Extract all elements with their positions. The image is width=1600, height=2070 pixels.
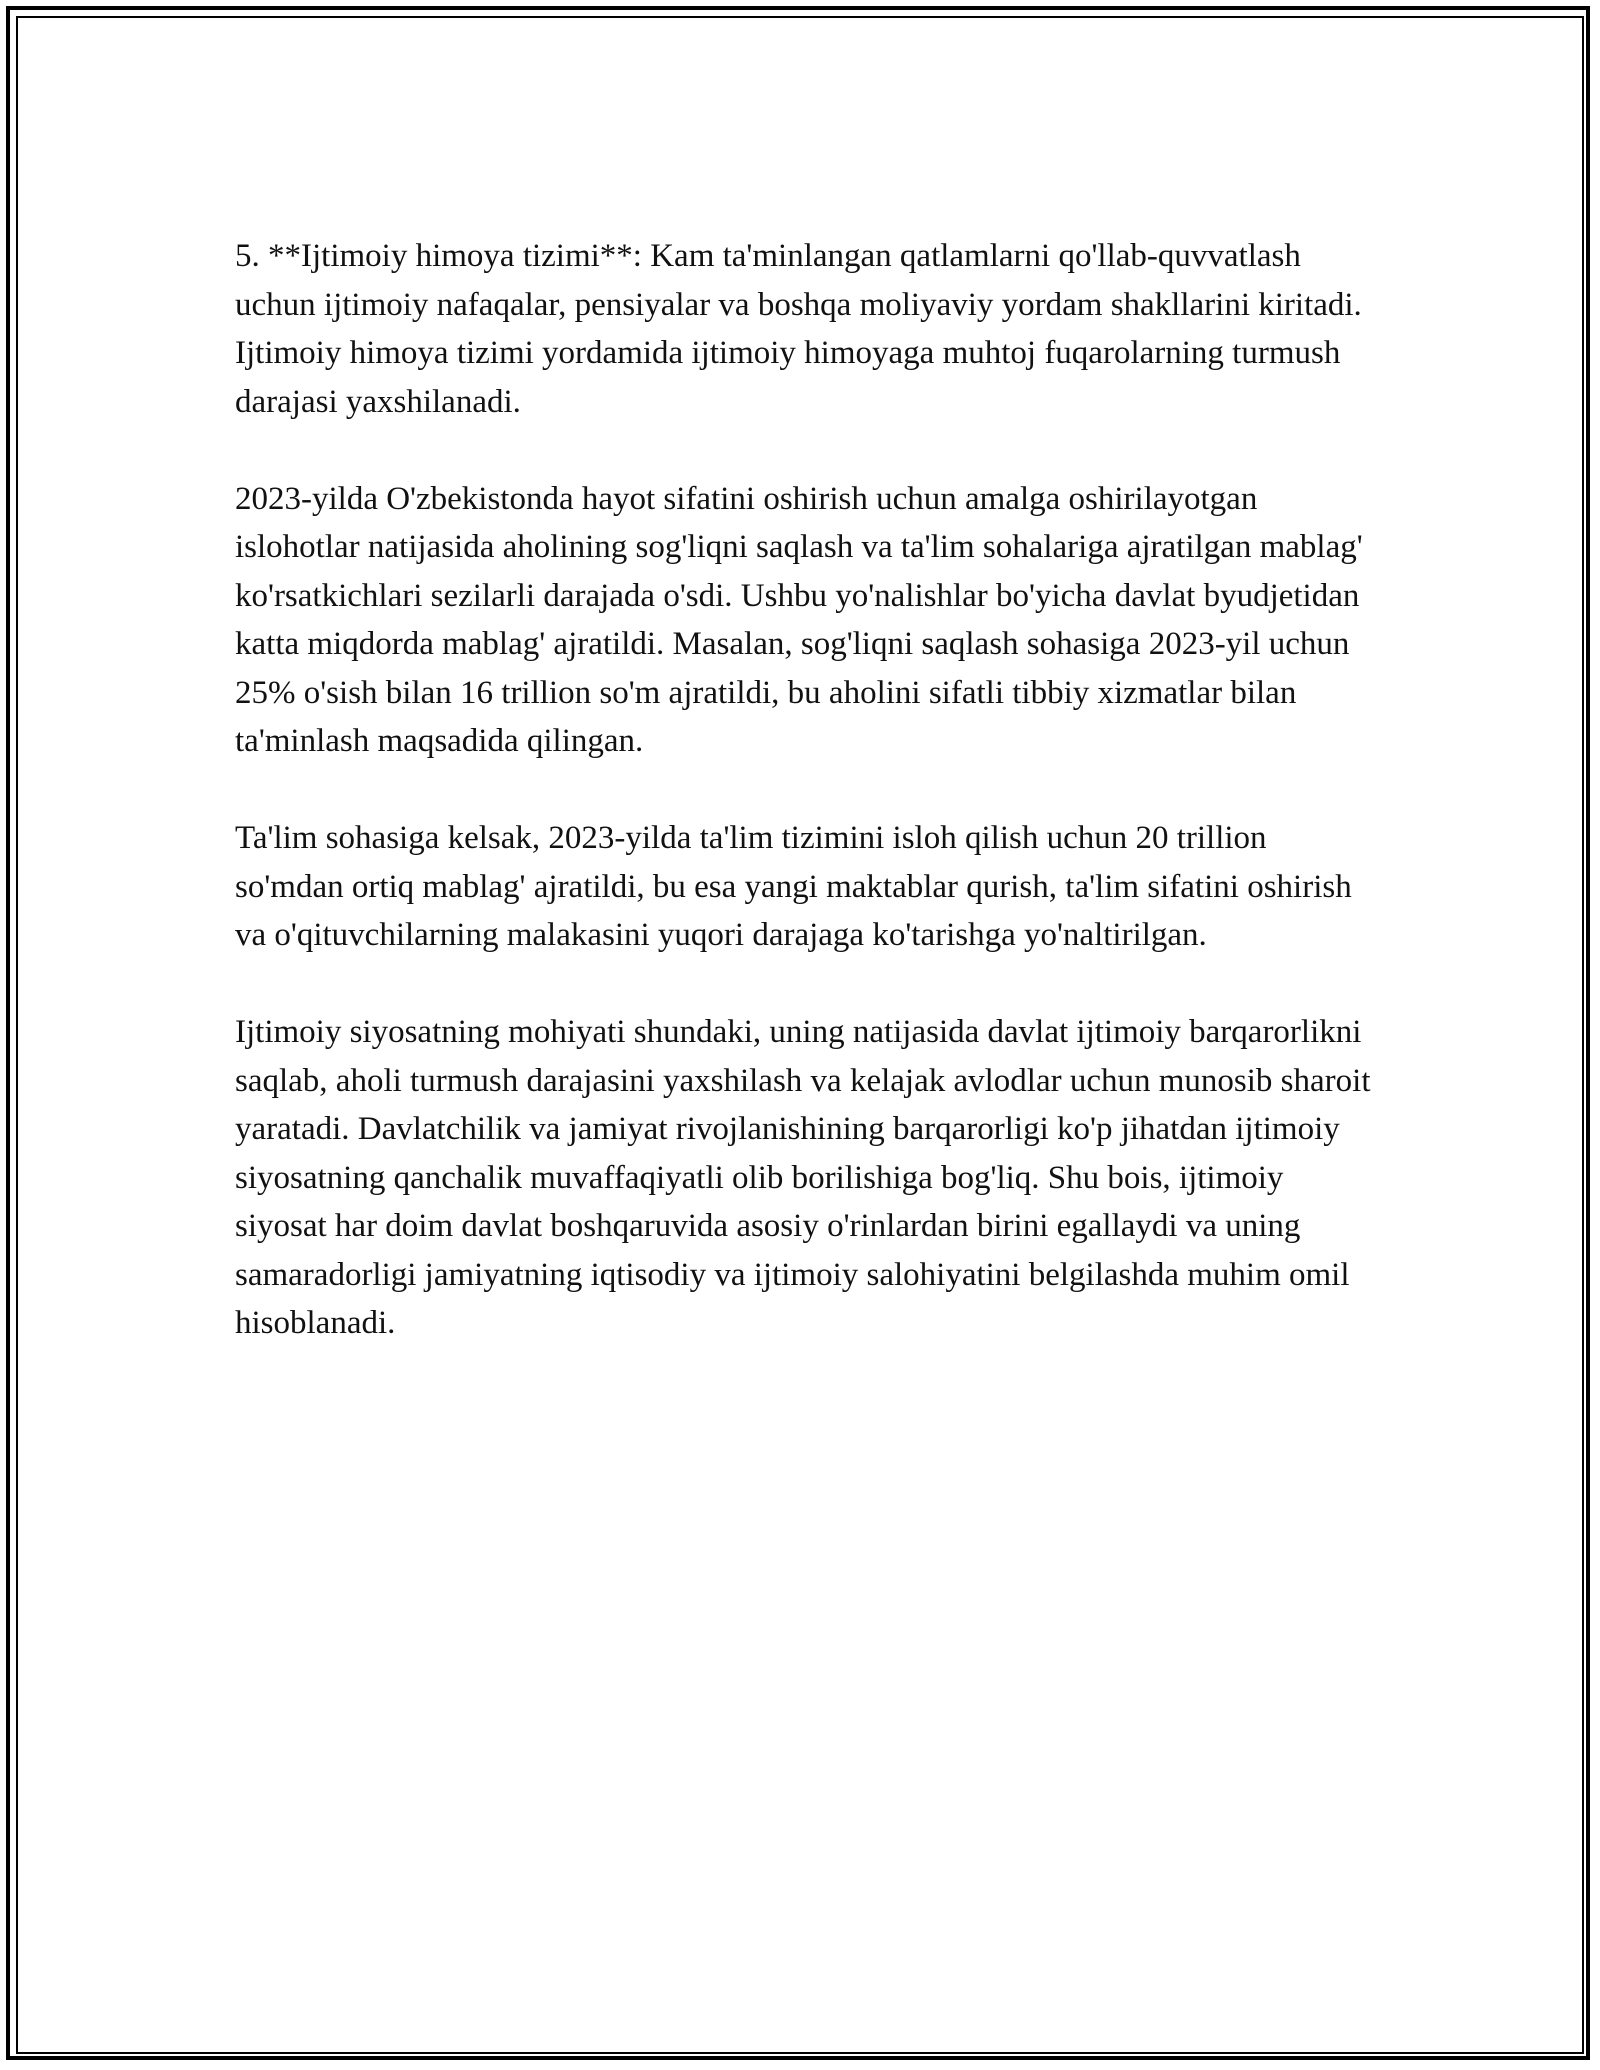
paragraph-social-protection: 5. **Ijtimoiy himoya tizimi**: Kam ta'minlangan qatlamlarni qo'llab-quvvatlash uchun ijtimoiy nafaqalar, pensiyalar va boshqa moliyaviy yordam shakllarini kiritadi. Ijtimoiy himoya tizimi yordamida ijtimoiy himoyaga muhtoj fuqarolarning turmush darajasi yaxshilanadi. <box>235 238 1362 420</box>
paragraph-education-funding: Ta'lim sohasiga kelsak, 2023-yilda ta'lim tizimini isloh qilish uchun 20 trillion so'mdan ortiq mablag' ajratildi, bu esa yangi maktablar qurish, ta'lim sifatini oshirish va o'qituvchilarning malakasini yuqori darajaga ko'tarishga yo'naltirilgan. <box>235 820 1352 953</box>
paragraph-healthcare-funding: 2023-yilda O'zbekistonda hayot sifatini oshirish uchun amalga oshirilayotgan islohotlar natijasida aholining sog'liqni saqlash va ta'lim sohalariga ajratilgan mablag' ko'rsatkichlari sezilarli darajada o'sdi. Ushbu yo'nalishlar bo'yicha davlat byudjetidan katta miqdorda mablag' ajratildi. Masalan, sog'liqni saqlash sohasiga 2023-yil uchun 25% o'sish bilan 16 trillion so'm ajratildi, bu aholini sifatli tibbiy xizmatlar bilan ta'minlash maqsadida qilingan. <box>235 480 1363 759</box>
paragraph-social-policy-essence: Ijtimoiy siyosatning mohiyati shundaki, uning natijasida davlat ijtimoiy barqarorlikni saqlab, aholi turmush darajasini yaxshilash va kelajak avlodlar uchun munosib sharoit yaratadi. Davlatchilik va jamiyat rivojlanishining barqarorligi ko'p jihatdan ijtimoiy siyosatning qanchalik muvaffaqiyatli olib borilishiga bog'liq. Shu bois, ijtimoiy siyosat har doim davlat boshqaruvida asosiy o'rinlardan birini egallaydi va uning samaradorligi jamiyatning iqtisodiy va ijtimoiy salohiyatini belgilashda muhim omil hisoblanadi. <box>235 1014 1371 1341</box>
document-body <box>235 232 1375 1396</box>
